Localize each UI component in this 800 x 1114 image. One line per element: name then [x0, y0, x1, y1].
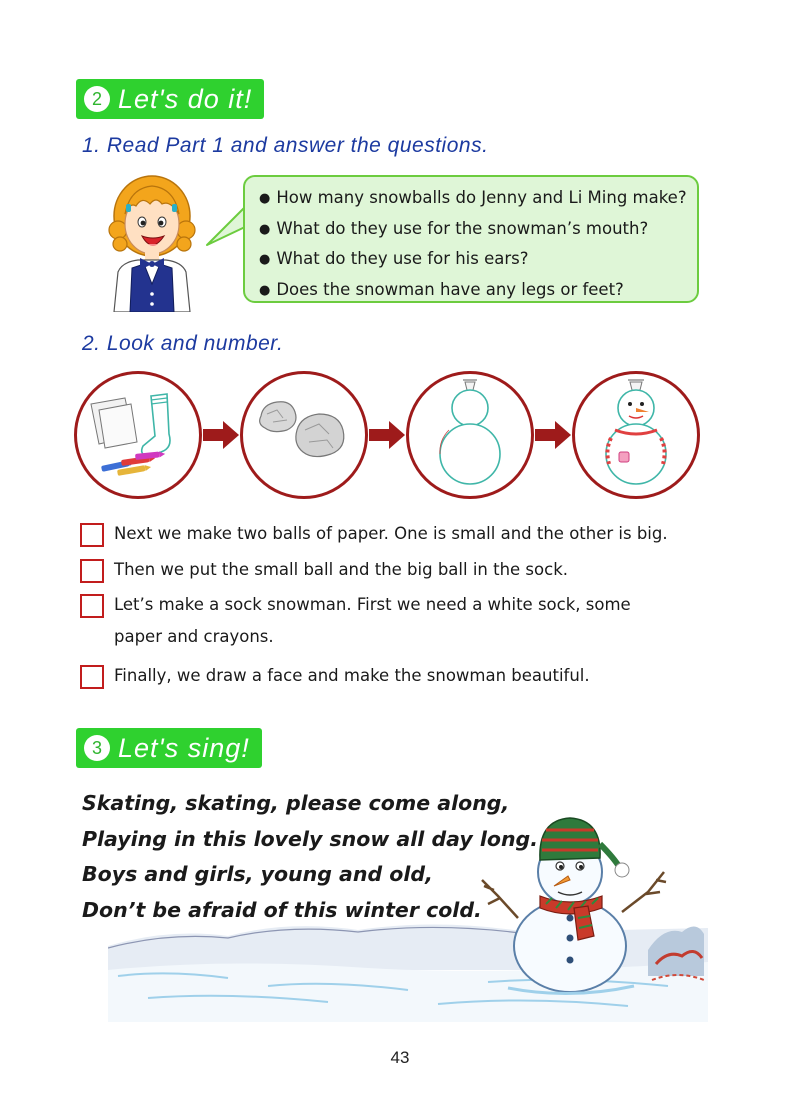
- step-circle-sock-balls: [406, 371, 534, 499]
- step-circle-paper-balls: [240, 371, 368, 499]
- numbering-item-text: Then we put the small ball and the big ball in the sock.: [114, 560, 568, 579]
- arrow-right-icon: [203, 421, 239, 449]
- numbering-item: [80, 522, 704, 550]
- number-answer-box[interactable]: [80, 665, 104, 689]
- question-item: ● How many snowballs do Jenny and Li Ming make?: [259, 183, 697, 214]
- number-answer-box[interactable]: [80, 594, 104, 618]
- section-banner-lets-sing: [76, 728, 262, 768]
- number-answer-box[interactable]: [80, 523, 104, 547]
- section-title: Let's do it!: [118, 83, 253, 114]
- step-circle-finished-snowman: [572, 371, 700, 499]
- section-number-badge: 2: [84, 86, 110, 112]
- paper-balls-illustration: [243, 374, 365, 496]
- numbering-item-text: Next we make two balls of paper. One is small and the other is big.: [114, 524, 668, 543]
- section-banner-lets-do-it: [76, 79, 264, 119]
- question-item: ● Does the snowman have any legs or feet?: [259, 275, 697, 306]
- part2-heading: 2. Look and number.: [82, 332, 284, 355]
- step-circle-materials: [74, 371, 202, 499]
- girl-illustration: [108, 174, 196, 312]
- number-answer-box[interactable]: [80, 559, 104, 583]
- song-line: Don’t be afraid of this winter cold.: [82, 897, 482, 922]
- question-item: ● What do they use for the snowman’s mouth?: [259, 214, 697, 245]
- arrow-right-icon: [535, 421, 571, 449]
- song-line: Boys and girls, young and old,: [82, 862, 433, 886]
- numbering-item: [80, 558, 704, 586]
- materials-illustration: [77, 374, 199, 496]
- numbering-item: [80, 664, 704, 692]
- question-item: ● What do they use for his ears?: [259, 244, 697, 275]
- part1-heading: 1. Read Part 1 and answer the questions.: [82, 134, 489, 157]
- finished-snowman-illustration: [575, 374, 697, 496]
- winter-snowman-scene: [108, 800, 708, 1022]
- song-line: Playing in this lovely snow all day long.: [82, 826, 538, 851]
- page-number: 43: [390, 1048, 410, 1067]
- section-title: Let's sing!: [118, 732, 250, 763]
- song-line: Skating, skating, please come along,: [82, 791, 510, 815]
- question-bubble: [243, 175, 699, 303]
- section-number-badge: 3: [84, 735, 110, 761]
- numbering-item: [80, 593, 674, 653]
- arrow-right-icon: [369, 421, 405, 449]
- sock-snowman-plain-illustration: [409, 374, 531, 496]
- numbering-item-text: Let’s make a sock snowman. First we need a white sock, some paper and crayons.: [114, 595, 631, 646]
- numbering-item-text: Finally, we draw a face and make the snowman beautiful.: [114, 666, 590, 685]
